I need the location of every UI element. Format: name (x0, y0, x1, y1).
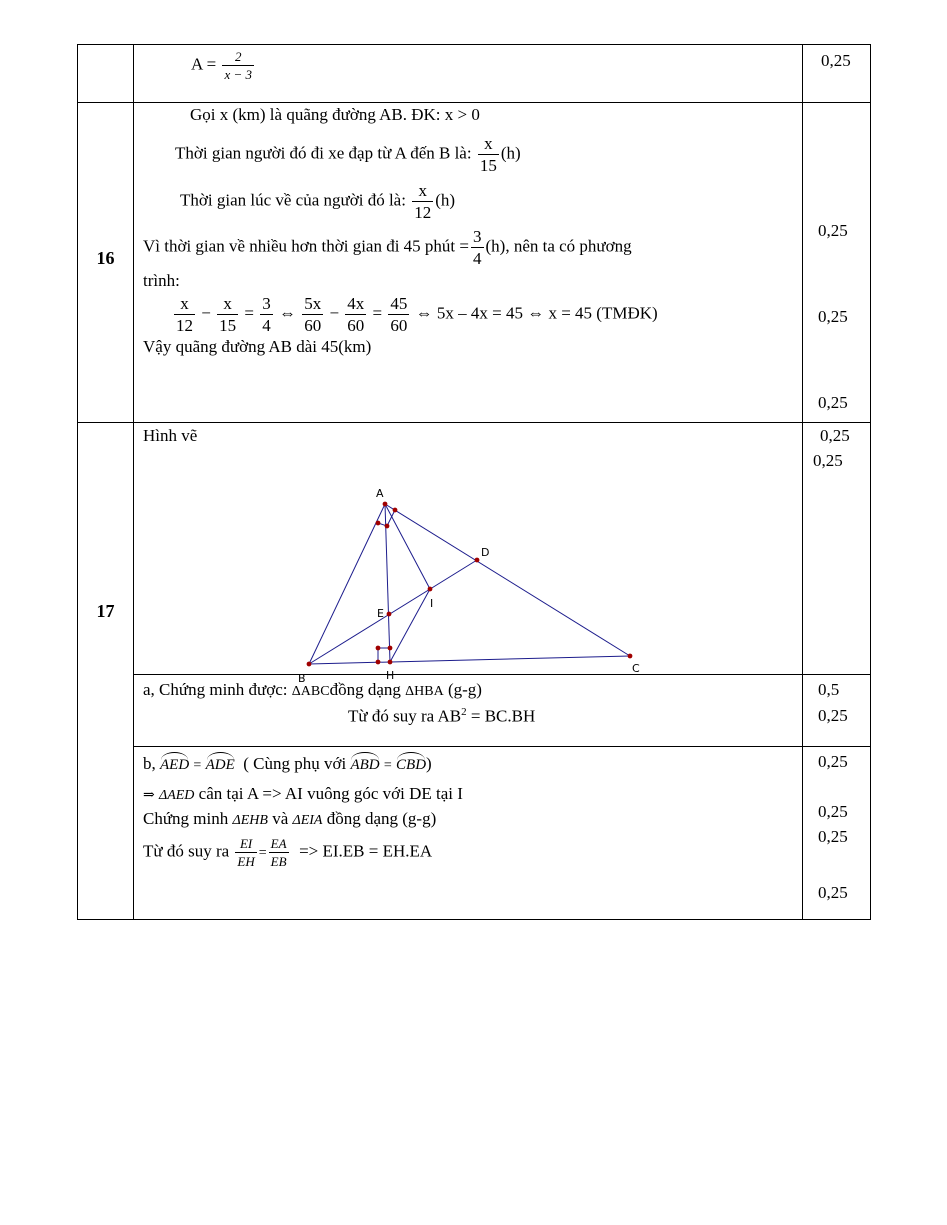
fraction-a: $\frac{2}{x - 3}$ (224, 49, 252, 82)
equation-label: trình: (143, 271, 180, 290)
score: 0,25 (813, 451, 843, 470)
fraction-x-12: $\frac{x}{12}$ (414, 181, 432, 222)
score: 0,25 (820, 426, 850, 445)
time-back-line: Thời gian lúc về của người đó là: $\frac{x}{12}$ (h) (180, 181, 456, 222)
label-d: D (481, 546, 490, 559)
answer-table (77, 44, 871, 920)
score: 0,5 (818, 680, 840, 699)
qno-cell-empty (78, 45, 134, 103)
fraction-3-4: $\frac{3}{4}$ (473, 227, 482, 268)
score: 0,25 (818, 221, 848, 240)
expr-a-prefix: A = (191, 54, 217, 74)
score: 0,25 (818, 802, 848, 821)
label-e: E (377, 607, 384, 620)
label-h: H (386, 669, 395, 682)
time-go-line: Thời gian người đó đi xe đạp từ A đến B là: $\frac{x}{15}$ (h) (175, 134, 521, 175)
row-question-17b (78, 747, 871, 920)
row-question-17a (78, 675, 871, 747)
part-b-line-1: b, AED = ADE ( Cùng phụ với ABD = CBD) (143, 754, 432, 773)
part-a-line-1: a, Chứng minh được: ΔABCđồng dạng ΔHBA (g-g) (143, 680, 482, 699)
setup-line: Gọi x (km) là quãng đường AB. ĐK: x > 0 (190, 105, 480, 124)
segment-ih (390, 589, 430, 662)
equation-line: $\frac{x}{12}$ − $\frac{x}{15}$ = $\frac{3}{4}$ ⇔ $\frac{5x}{60}$ − $\frac{4x}{60}$ = $\frac{45}{60}$ ⇔ 5x – 4x = 45 ⇔ x = 45 (TMĐK) (176, 294, 658, 335)
row-question-16 (78, 103, 871, 423)
geometry-figure (134, 446, 854, 685)
label-c: C (632, 662, 640, 675)
score: 0,25 (821, 51, 851, 70)
score: 0,25 (818, 752, 848, 771)
question-number: 17 (96, 601, 115, 621)
angle-abd: ABD (350, 752, 379, 774)
score: 0,25 (818, 827, 848, 846)
conclusion-line: Vậy quãng đường AB dài 45(km) (143, 337, 372, 356)
row-question-17-figure (78, 423, 871, 675)
question-number: 16 (96, 248, 115, 268)
figure-title: Hình vẽ (143, 426, 198, 445)
part-b-line-4: Từ đó suy ra $\frac{EI}{EH}$ = $\frac{EA}{EB}$ => EI.EB = EH.EA (143, 836, 433, 869)
angle-cbd: CBD (396, 752, 426, 774)
part-a-line-2: Từ đó suy ra $AB^2 = BC.BH$ (348, 706, 536, 726)
reason-line: Vì thời gian về nhiều hơn thời gian đi 45 phút = $\frac{3}{4}$ (h), nên ta có phương (143, 227, 632, 268)
row-continuation (78, 45, 871, 103)
part-b-line-2: ⇒ ΔAED cân tại A => AI vuông góc với DE tại I (143, 784, 463, 803)
segment-ac (385, 504, 630, 656)
label-b: B (298, 672, 306, 685)
right-angle-mark (378, 648, 390, 662)
score: 0,25 (818, 883, 848, 902)
score: 0,25 (818, 393, 848, 412)
score: 0,25 (818, 706, 848, 725)
angle-aed: AED (160, 752, 189, 774)
part-b-line-3: Chứng minh ΔEHB và ΔEIA đồng dạng (g-g) (143, 809, 437, 828)
segment-bc (309, 656, 630, 664)
label-i: I (430, 597, 434, 610)
label-a: A (376, 487, 384, 500)
fraction-x-15: $\frac{x}{15}$ (479, 134, 497, 175)
score: 0,25 (818, 307, 848, 326)
angle-ade: ADE (206, 752, 235, 774)
